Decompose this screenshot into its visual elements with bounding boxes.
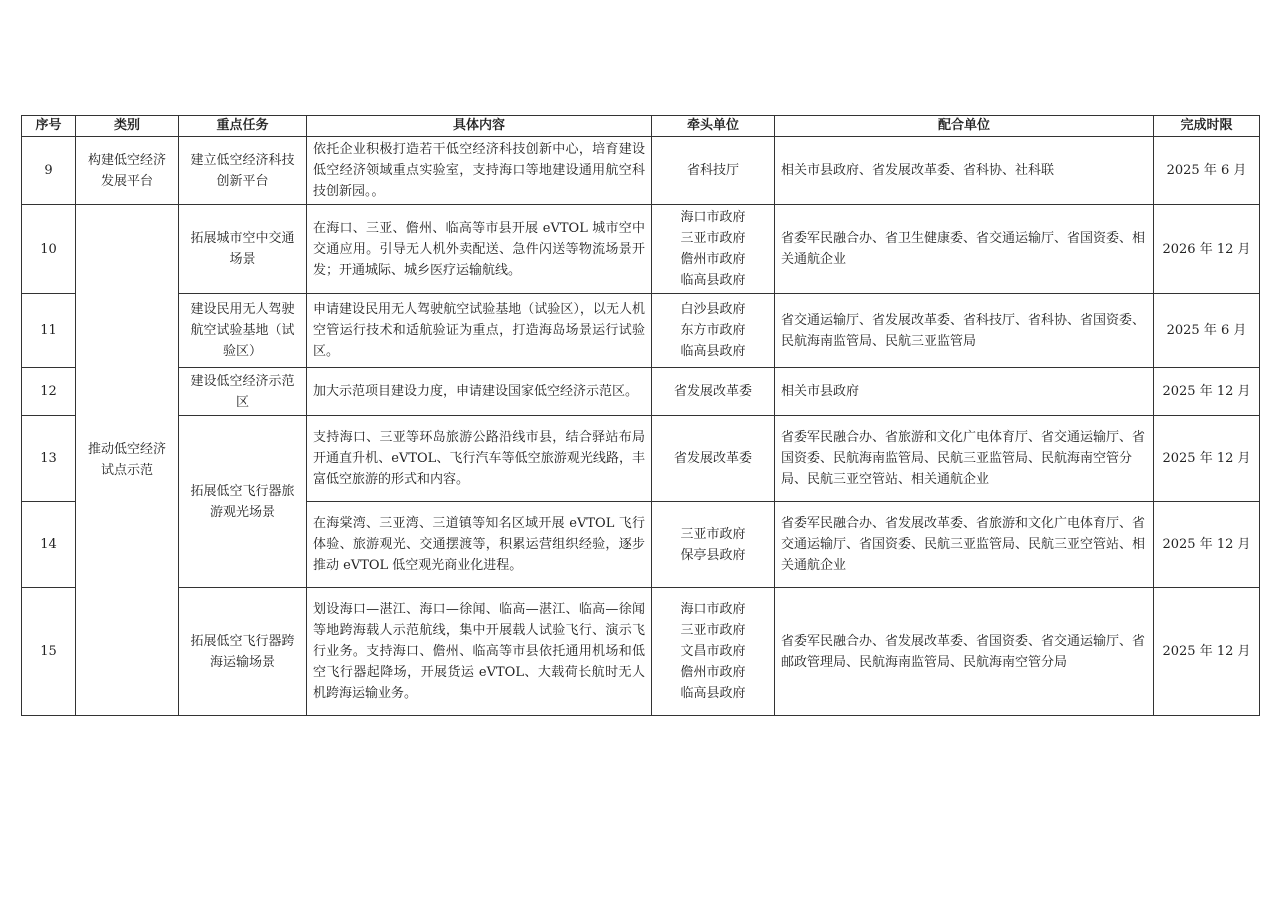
task-cell: 建设民用无人驾驶航空试验基地（试验区）: [179, 294, 307, 368]
header-deadline: 完成时限: [1154, 116, 1260, 137]
content-cell: 依托企业积极打造若干低空经济科技创新中心，培育建设低空经济领域重点实验室，支持海口等地建设通用航空科技创新园。。: [307, 137, 652, 205]
row-num: 10: [22, 205, 76, 294]
partners-cell: 省委军民融合办、省发展改革委、省旅游和文化广电体育厅、省交通运输厅、省国资委、民航三亚监管局、民航三亚空管站、相关通航企业: [775, 502, 1154, 588]
row-num: 12: [22, 368, 76, 416]
category-cell: 构建低空经济发展平台: [76, 137, 179, 205]
table-row: [22, 294, 1260, 368]
table-row: [22, 588, 1260, 716]
lead-cell: 海口市政府 三亚市政府 儋州市政府 临高县政府: [652, 205, 775, 294]
deadline-cell: 2025 年 12 月: [1154, 588, 1260, 716]
header-partners: 配合单位: [775, 116, 1154, 137]
partners-cell: 省交通运输厅、省发展改革委、省科技厅、省科协、省国资委、民航海南监管局、民航三亚监管局: [775, 294, 1154, 368]
task-table: [21, 115, 1260, 716]
lead-cell: 省发展改革委: [652, 368, 775, 416]
lead-cell: 三亚市政府 保亭县政府: [652, 502, 775, 588]
partners-cell: 省委军民融合办、省发展改革委、省国资委、省交通运输厅、省邮政管理局、民航海南监管局、民航海南空管分局: [775, 588, 1154, 716]
content-cell: 申请建设民用无人驾驶航空试验基地（试验区），以无人机空管运行技术和适航验证为重点，打造海岛场景运行试验区。: [307, 294, 652, 368]
partners-cell: 省委军民融合办、省卫生健康委、省交通运输厅、省国资委、相关通航企业: [775, 205, 1154, 294]
header-category: 类别: [76, 116, 179, 137]
task-cell: 拓展城市空中交通场景: [179, 205, 307, 294]
content-cell: 在海口、三亚、儋州、临高等市县开展 eVTOL 城市空中交通应用。引导无人机外卖配送、急件闪送等物流场景开发；开通城际、城乡医疗运输航线。: [307, 205, 652, 294]
category-cell: 推动低空经济试点示范: [76, 205, 179, 716]
deadline-cell: 2025 年 6 月: [1154, 294, 1260, 368]
content-cell: 支持海口、三亚等环岛旅游公路沿线市县，结合驿站布局开通直升机、eVTOL、飞行汽车等低空旅游观光线路，丰富低空旅游的形式和内容。: [307, 416, 652, 502]
content-cell: 划设海口—湛江、海口—徐闻、临高—湛江、临高—徐闻等地跨海载人示范航线，集中开展载人试验飞行、演示飞行业务。支持海口、儋州、临高等市县依托通用机场和低空飞行器起降场，开展货运 eVTOL、大载荷长航时无人机跨海运输业务。: [307, 588, 652, 716]
table-header-row: [22, 116, 1260, 137]
row-num: 15: [22, 588, 76, 716]
partners-cell: 相关市县政府、省发展改革委、省科协、社科联: [775, 137, 1154, 205]
task-cell: 拓展低空飞行器旅游观光场景: [179, 416, 307, 588]
table-row: [22, 368, 1260, 416]
header-num: 序号: [22, 116, 76, 137]
lead-cell: 省发展改革委: [652, 416, 775, 502]
partners-cell: 省委军民融合办、省旅游和文化广电体育厅、省交通运输厅、省国资委、民航海南监管局、民航三亚监管局、民航海南空管分局、民航三亚空管站、相关通航企业: [775, 416, 1154, 502]
content-cell: 在海棠湾、三亚湾、三道镇等知名区域开展 eVTOL 飞行体验、旅游观光、交通摆渡等，积累运营组织经验，逐步推动 eVTOL 低空观光商业化进程。: [307, 502, 652, 588]
deadline-cell: 2025 年 6 月: [1154, 137, 1260, 205]
header-lead: 牵头单位: [652, 116, 775, 137]
table-row: [22, 205, 1260, 294]
task-cell: 建设低空经济示范区: [179, 368, 307, 416]
row-num: 14: [22, 502, 76, 588]
deadline-cell: 2025 年 12 月: [1154, 368, 1260, 416]
content-cell: 加大示范项目建设力度，申请建设国家低空经济示范区。: [307, 368, 652, 416]
table-row: [22, 416, 1260, 502]
partners-cell: 相关市县政府: [775, 368, 1154, 416]
task-cell: 建立低空经济科技创新平台: [179, 137, 307, 205]
lead-cell: 省科技厅: [652, 137, 775, 205]
task-cell: 拓展低空飞行器跨海运输场景: [179, 588, 307, 716]
header-content: 具体内容: [307, 116, 652, 137]
deadline-cell: 2025 年 12 月: [1154, 502, 1260, 588]
deadline-cell: 2025 年 12 月: [1154, 416, 1260, 502]
lead-cell: 海口市政府 三亚市政府 文昌市政府 儋州市政府 临高县政府: [652, 588, 775, 716]
lead-cell: 白沙县政府 东方市政府 临高县政府: [652, 294, 775, 368]
header-task: 重点任务: [179, 116, 307, 137]
deadline-cell: 2026 年 12 月: [1154, 205, 1260, 294]
row-num: 9: [22, 137, 76, 205]
row-num: 11: [22, 294, 76, 368]
table-row: [22, 137, 1260, 205]
row-num: 13: [22, 416, 76, 502]
